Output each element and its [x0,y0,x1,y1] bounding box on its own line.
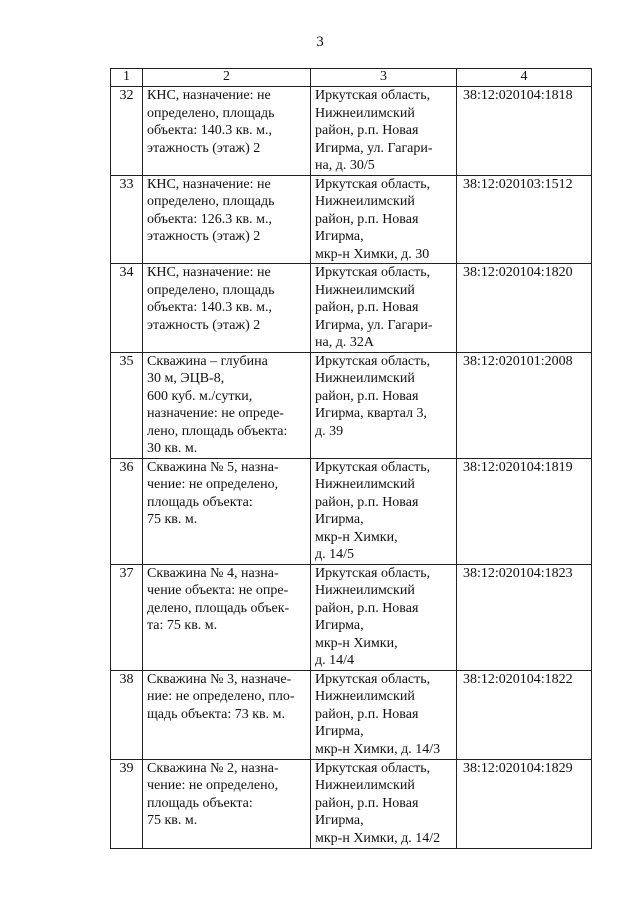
object-address: Иркутская область, Нижнеилимский район, р.п. Новая Игирма, мкр-н Химки, д. 14/4 [311,564,457,670]
row-number: 34 [111,264,143,353]
column-header-2: 2 [143,69,311,87]
row-number: 38 [111,670,143,759]
object-address: Иркутская область, Нижнеилимский район, р.п. Новая Игирма, мкр-н Химки, д. 14/3 [311,670,457,759]
row-number: 36 [111,458,143,564]
cadastral-number: 38:12:020104:1822 [457,670,592,759]
column-header-1: 1 [111,69,143,87]
object-description: Скважина № 4, назна- чение объекта: не опре- делено, площадь объек- та: 75 кв. м. [143,564,311,670]
table-row [111,564,592,670]
object-description: Скважина – глубина 30 м, ЭЦВ-8, 600 куб. м./сутки, назначение: не опреде- лено, площадь объекта: 30 кв. м. [143,352,311,458]
column-header-4: 4 [457,69,592,87]
object-address: Иркутская область, Нижнеилимский район, р.п. Новая Игирма, мкр-н Химки, д. 30 [311,175,457,264]
cadastral-number: 38:12:020104:1819 [457,458,592,564]
table-row [111,352,592,458]
object-address: Иркутская область, Нижнеилимский район, р.п. Новая Игирма, мкр-н Химки, д. 14/2 [311,759,457,848]
object-description: КНС, назначение: не определено, площадь объекта: 140.3 кв. м., этажность (этаж) 2 [143,264,311,353]
row-number: 35 [111,352,143,458]
row-number: 39 [111,759,143,848]
object-description: Скважина № 3, назначе- ние: не определено, пло- щадь объекта: 73 кв. м. [143,670,311,759]
object-address: Иркутская область, Нижнеилимский район, р.п. Новая Игирма, ул. Гагари- на, д. 30/5 [311,87,457,176]
table-row [111,87,592,176]
object-address: Иркутская область, Нижнеилимский район, р.п. Новая Игирма, мкр-н Химки, д. 14/5 [311,458,457,564]
row-number: 32 [111,87,143,176]
cadastral-number: 38:12:020104:1829 [457,759,592,848]
object-description: Скважина № 2, назна- чение: не определено, площадь объекта: 75 кв. м. [143,759,311,848]
table-row [111,759,592,848]
row-number: 33 [111,175,143,264]
property-registry-table [110,68,592,849]
object-address: Иркутская область, Нижнеилимский район, р.п. Новая Игирма, ул. Гагари- на, д. 32А [311,264,457,353]
table-row [111,458,592,564]
row-number: 37 [111,564,143,670]
object-description: КНС, назначение: не определено, площадь объекта: 140.3 кв. м., этажность (этаж) 2 [143,87,311,176]
object-address: Иркутская область, Нижнеилимский район, р.п. Новая Игирма, квартал 3, д. 39 [311,352,457,458]
table-row [111,670,592,759]
table-row [111,264,592,353]
cadastral-number: 38:12:020104:1820 [457,264,592,353]
page-number: 3 [316,34,324,50]
object-description: КНС, назначение: не определено, площадь объекта: 126.3 кв. м., этажность (этаж) 2 [143,175,311,264]
cadastral-number: 38:12:020104:1823 [457,564,592,670]
column-header-3: 3 [311,69,457,87]
table-header-row [111,69,592,87]
cadastral-number: 38:12:020103:1512 [457,175,592,264]
table-row [111,175,592,264]
object-description: Скважина № 5, назна- чение: не определено, площадь объекта: 75 кв. м. [143,458,311,564]
cadastral-number: 38:12:020101:2008 [457,352,592,458]
cadastral-number: 38:12:020104:1818 [457,87,592,176]
